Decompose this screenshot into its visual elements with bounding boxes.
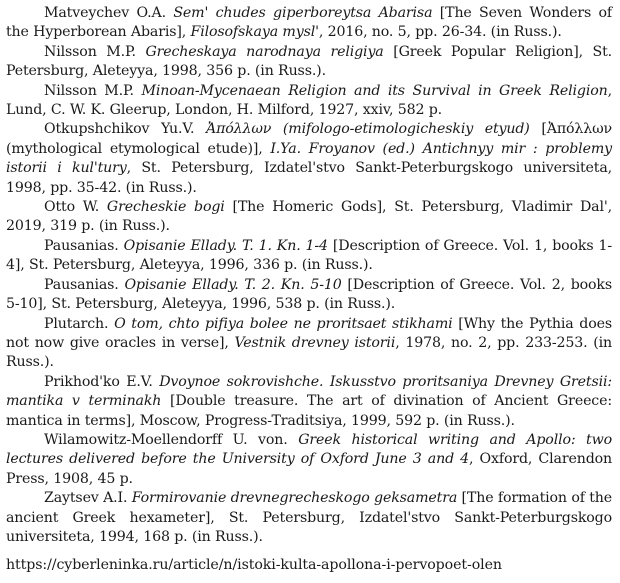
reference-text: Matveychev O.A. — [44, 5, 174, 21]
reference-text: [The Homeric Gods], St. Petersburg, Vladimir Dal', 2019, 319 p. (in Russ.). — [6, 199, 612, 235]
reference-entry — [6, 82, 612, 121]
reference-title: Opisanie Ellady. T. 2. Kn. 5-10 — [124, 276, 342, 293]
reference-text: Prikhod'ko E.V. — [44, 373, 160, 390]
source-url: https://cyberleninka.ru/article/n/istoki-kulta-apollona-i-pervopoet-olen — [6, 557, 502, 573]
reference-text: Pausanias. — [44, 276, 125, 293]
reference-title: Greek historical writing and Apollo: two lectures delivered before the University of Oxford June 3 and 4 — [6, 431, 612, 468]
reference-title: Opisanie Ellady. T. 1. Kn. 1-4 — [123, 237, 328, 254]
reference-entry — [6, 315, 612, 373]
reference-text: [Description of Greece. Vol. 1, books 1-4], St. Petersburg, Aleteyya, 1996, 336 p. (in Russ.). — [6, 237, 612, 274]
reference-text: [The formation of the ancient Greek hexameter], St. Petersburg, Izdatel'stvo Sankt-Peterburgskogo universiteta, 1994, 168 p. (in Russ.). — [6, 490, 612, 545]
reference-entry — [6, 43, 612, 82]
reference-list — [6, 4, 612, 547]
reference-text: , 1978, no. 2, pp. 233-253. (in Russ.). — [6, 334, 613, 371]
reference-text: , 2016, no. 5, pp. 26-34. (in Russ.). — [318, 24, 562, 41]
reference-title: Formirovanie drevnegrecheskogo geksametra — [131, 490, 458, 507]
reference-text: , Lund, C. W. K. Gleerup, London, H. Milford, 1927, xxiv, 582 p. — [6, 82, 612, 119]
reference-text: [Why the Pythia does not now give oracles in verse], — [6, 315, 612, 351]
reference-title: Ἀπόλλων (mifologo-etimologicheskiy etyud) — [206, 121, 530, 138]
reference-text: , Oxford, Clarendon Press, 1908, 45 p. — [6, 451, 613, 487]
reference-entry — [6, 4, 612, 43]
reference-text: Pausanias. — [44, 237, 124, 254]
reference-text: Nilsson M.P. — [44, 43, 146, 60]
reference-title: Sem' chudes giperboreytsa Abarisa — [173, 5, 433, 21]
reference-title: Vestnik drevney istorii — [234, 334, 396, 351]
reference-text: Wilamowitz-Moellendorff U. von. — [44, 431, 299, 448]
reference-text: [The Seven Wonders of the Hyperborean Abaris], — [6, 5, 612, 41]
reference-title: Dvoynoe sokrovishche. Iskusstvo proritsaniya Drevney Gretsii: mantika v terminakh — [6, 373, 612, 410]
reference-entry — [6, 237, 612, 276]
reference-entry — [6, 489, 612, 547]
reference-title: O tom, chto pifiya bolee ne proritsaet stikhami — [114, 315, 453, 332]
reference-text: Otkupshchikov Yu.V. — [44, 121, 207, 138]
reference-title: Minoan-Mycenaean Religion and its Survival in Greek Religion — [141, 82, 608, 99]
reference-text: [Double treasure. The art of divination of Ancient Greece: mantica in terms], Moscow, Progress-Traditsiya, 1999, 592 p. (in Russ.). — [6, 393, 612, 429]
reference-text: Nilsson M.P. — [44, 82, 142, 99]
reference-entry — [6, 276, 612, 315]
reference-title: Grecheskaya narodnaya religiya — [145, 43, 384, 60]
reference-text: [Ἀπόλλων (mythological etymological etude)], — [6, 121, 612, 157]
reference-text: [Description of Greece. Vol. 2, books 5-10], St. Petersburg, Aleteyya, 1996, 538 p. (in Russ.). — [6, 276, 612, 313]
reference-entry — [6, 373, 612, 431]
reference-text: [Greek Popular Religion], St. Petersburg, Aleteyya, 1998, 356 p. (in Russ.). — [6, 43, 612, 80]
reference-text: Zaytsev A.I. — [44, 490, 132, 507]
reference-title: Filosofskaya mysl' — [190, 24, 319, 41]
reference-text: Plutarch. — [44, 315, 115, 332]
reference-entry — [6, 120, 612, 198]
reference-text: , St. Petersburg, Izdatel'stvo Sankt-Peterburgskogo universiteta, 1998, pp. 35-42. (in Russ.). — [6, 160, 612, 196]
reference-text: Otto W. — [44, 199, 107, 216]
reference-entry — [6, 431, 612, 489]
reference-title: I.Ya. Froyanov (ed.) Antichnyy mir : problemy istorii i kul'tury — [6, 140, 612, 177]
reference-entry — [6, 198, 612, 237]
reference-title: Grecheskie bogi — [106, 199, 225, 216]
